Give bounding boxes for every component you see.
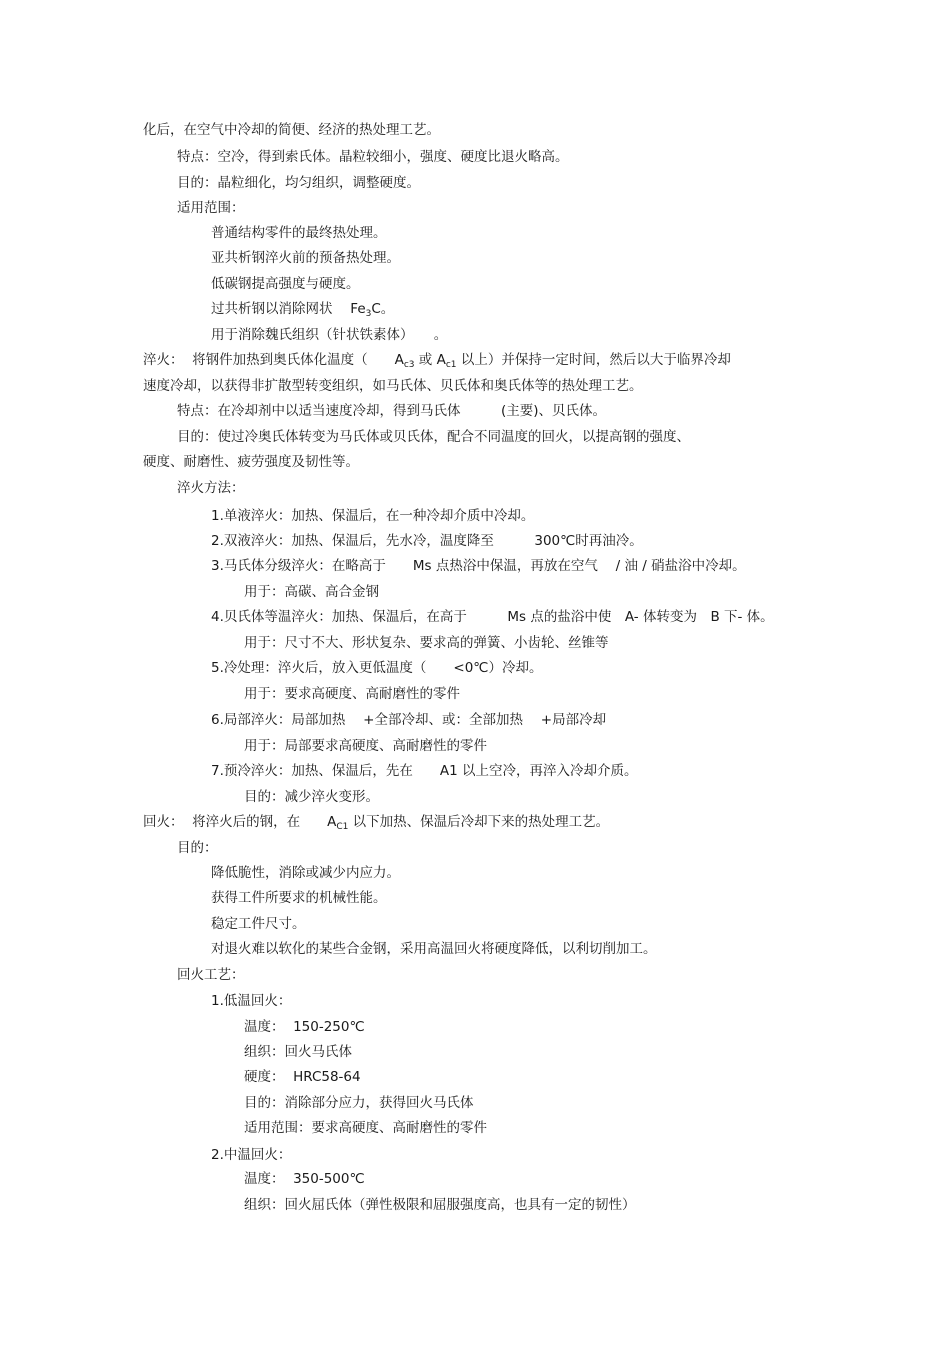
text-line: 5.冷处理：淬火后，放入更低温度（ <0℃）冷却。: [211, 660, 543, 676]
text-line: 淬火： 将钢件加热到奥氏体化温度（ $A_{c3}$ 或 $A_{c1}$ 以上）并保持一定时间，然后以大于临界冷却: [143, 352, 731, 370]
text-line: 亚共析钢淬火前的预备热处理。: [211, 250, 400, 266]
text-line: 用于：尺寸不大、形状复杂、要求高的弹簧、小齿轮、丝锥等: [244, 635, 609, 651]
text-line: 低碳钢提高强度与硬度。: [211, 276, 360, 292]
text-line: 普通结构零件的最终热处理。: [211, 225, 387, 241]
text-line: 速度冷却，以获得非扩散型转变组织，如马氏体、贝氏体和奥氏体等的热处理工艺。: [143, 378, 643, 394]
text-line: 过共析钢以消除网状 $Fe_3C$。: [211, 301, 395, 319]
text-line: 用于：高碳、高合金钢: [244, 584, 379, 600]
text-line: 特点：在冷却剂中以适当速度冷却，得到马氏体 (主要)、贝氏体。: [177, 403, 607, 419]
text-line: 用于：局部要求高硬度、高耐磨性的零件: [244, 738, 487, 754]
text-line: 目的：: [177, 840, 218, 856]
text-line: 化后，在空气中冷却的简便、经济的热处理工艺。: [143, 122, 440, 138]
text-line: 3.马氏体分级淬火：在略高于 Ms 点热浴中保温，再放在空气 / 油 / 硝盐浴中冷却。: [211, 558, 746, 574]
text-line: 1.低温回火：: [211, 993, 292, 1009]
text-line: 2.中温回火：: [211, 1147, 292, 1163]
text-line: 用于：要求高硬度、高耐磨性的零件: [244, 686, 460, 702]
text-line: 硬度、耐磨性、疲劳强度及韧性等。: [143, 454, 359, 470]
text-line: 目的：使过冷奥氏体转变为马氏体或贝氏体，配合不同温度的回火，以提高钢的强度、: [177, 429, 690, 445]
text-line: 目的：消除部分应力，获得回火马氏体: [244, 1095, 474, 1111]
text-line: 适用范围：要求高硬度、高耐磨性的零件: [244, 1120, 487, 1136]
text-line: 适用范围：: [177, 200, 245, 216]
text-line: 6.局部淬火：局部加热 +全部冷却、或：全部加热 +局部冷却: [211, 712, 607, 728]
text-line: 特点：空冷，得到索氏体。晶粒较细小，强度、硬度比退火略高。: [177, 149, 569, 165]
text-line: 回火工艺：: [177, 967, 245, 983]
text-line: 目的：晶粒细化，均匀组织，调整硬度。: [177, 175, 420, 191]
text-line: 温度： 350-500℃: [244, 1171, 365, 1187]
text-line: 降低脆性，消除或减少内应力。: [211, 865, 400, 881]
text-line: 获得工件所要求的机械性能。: [211, 890, 387, 906]
text-line: 回火： 将淬火后的钢，在 $A_{C1}$ 以下加热、保温后冷却下来的热处理工艺。: [143, 814, 610, 832]
text-line: 对退火难以软化的某些合金钢，采用高温回火将硬度降低，以利切削加工。: [211, 941, 657, 957]
text-line: 组织：回火屈氏体（弹性极限和屈服强度高，也具有一定的韧性）: [244, 1197, 636, 1213]
text-line: 7.预冷淬火：加热、保温后，先在 A1 以上空冷，再淬入冷却介质。: [211, 763, 638, 779]
text-line: 温度： 150-250℃: [244, 1019, 365, 1035]
text-line: 淬火方法：: [177, 480, 245, 496]
text-line: 稳定工件尺寸。: [211, 916, 306, 932]
text-line: 硬度： HRC58-64: [244, 1069, 361, 1085]
text-line: 组织：回火马氏体: [244, 1044, 352, 1060]
text-line: 用于消除魏氏组织（针状铁素体） 。: [211, 327, 448, 343]
text-line: 2.双液淬火：加热、保温后，先水冷，温度降至 300℃时再油冷。: [211, 533, 643, 549]
text-line: 1.单液淬火：加热、保温后，在一种冷却介质中冷却。: [211, 508, 535, 524]
text-line: 4.贝氏体等温淬火：加热、保温后，在高于 Ms 点的盐浴中使 A- 体转变为 B 下- 体。: [211, 609, 774, 625]
text-line: 目的：减少淬火变形。: [244, 789, 379, 805]
